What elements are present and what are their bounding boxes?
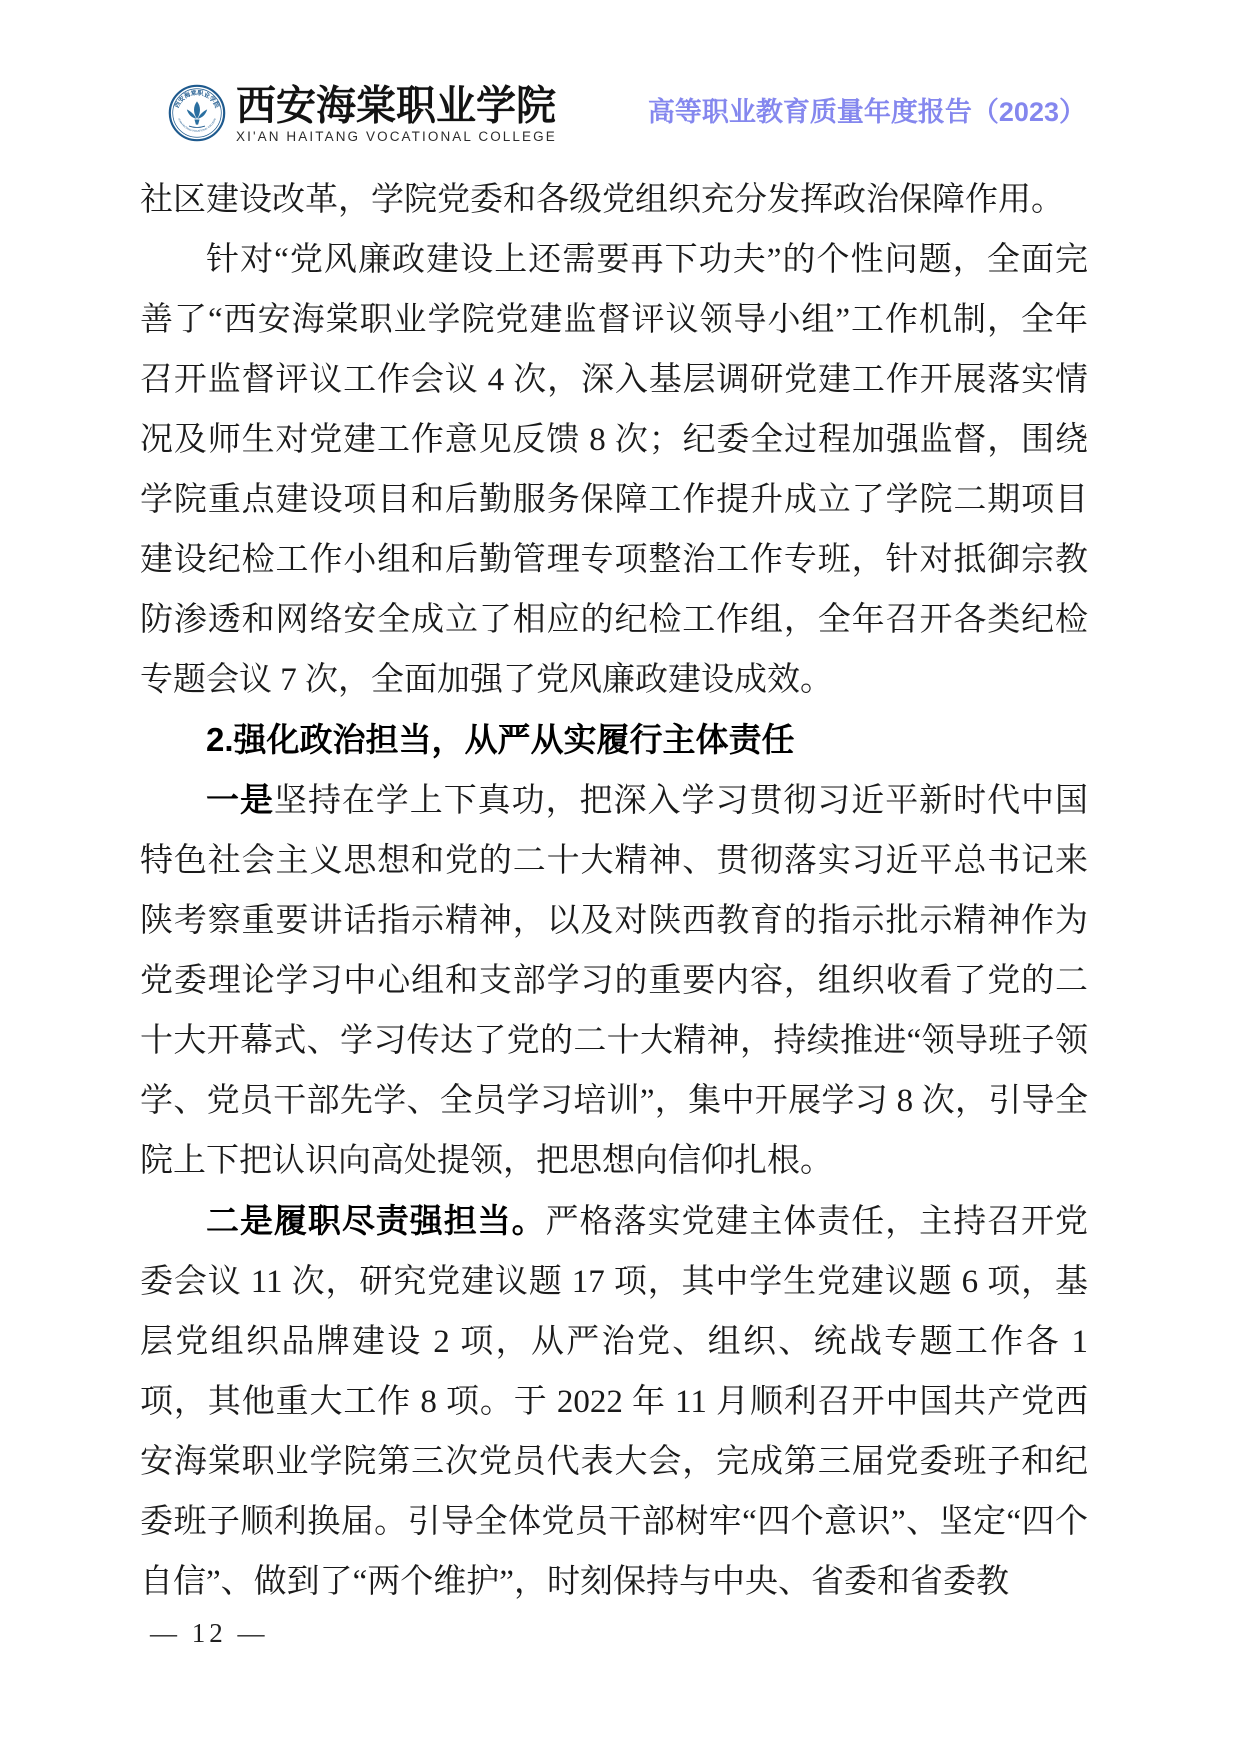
body-text: 针对“党风廉政建设上还需要再下功夫”的个性问题，全面完善了“西安海棠职业学院党建监督评议领导小组”工作机制，全年召开监督评议工作会议 4 次，深入基层调研党建工作开展落实情况及师生对党建工作意见反馈 8 次；纪委全过程加强监督，围绕学院重点建设项目和后勤服务保障工作提升成立了学院二期项目建设纪检工作小组和后勤管理专项整治工作专班，针对抵御宗教防渗透和网络安全成立了相应的纪检工作组，全年召开各类纪检专题会议 7 次，全面加强了党风廉政建设成效。 — [140, 242, 1088, 698]
emphasis-text: 2.强化政治担当，从严从实履行主体责任 — [206, 721, 795, 758]
paragraph — [140, 170, 1088, 230]
svg-text:XI'AN HAITANG VOCATIONAL COLLE: XI'AN HAITANG VOCATIONAL COLLEGE — [177, 117, 217, 133]
paragraph — [140, 1191, 1088, 1612]
body-text: 坚持在学上下真功，把深入学习贯彻习近平新时代中国特色社会主义思想和党的二十大精神、贯彻落实习近平总书记来陕考察重要讲话指示精神，以及对陕西教育的指示批示精神作为党委理论学习中心组和支部学习的重要内容，组织收看了党的二十大开幕式、学习传达了党的二十大精神，持续推进“领导班子领学、党员干部先学、全员学习培训”，集中开展学习 8 次，引导全院上下把认识向高处提领，把思想向信仰扎根。 — [140, 783, 1089, 1179]
emphasis-text: 一是 — [206, 781, 274, 818]
emphasis-text: 二是履职尽责强担当。 — [206, 1202, 546, 1239]
body-text: 社区建设改革，学院党委和各级党组织充分发挥政治保障作用。 — [140, 182, 1064, 218]
college-name-zh: 西安海棠职业学院 — [236, 82, 556, 129]
college-seal-icon — [168, 84, 226, 142]
college-name-block — [236, 84, 566, 144]
body-text: 严格落实党建主体责任，主持召开党委会议 11 次，研究党建议题 17 项，其中学生党建议题 6 项，基层党组织品牌建设 2 项，从严治党、组织、统战专题工作各 1 项，其他重大工作 8 项。于 2022 年 11 月顺利召开中国共产党西安海棠职业学院第三次党员代表大会，完成第三届党委班子和纪委班子顺利换届。引导全体党员干部树牢“四个意识”、坚定“四个自信”、做到了“两个维护”，时刻保持与中央、省委和省委教 — [140, 1204, 1089, 1600]
report-title: 高等职业教育质量年度报告（2023） — [647, 97, 1086, 127]
page-header — [0, 0, 1240, 160]
paragraph — [140, 230, 1088, 710]
section-heading — [140, 710, 1088, 770]
paragraph — [140, 770, 1088, 1191]
page-footer — [150, 1618, 269, 1649]
page-number: — 12 — — [150, 1618, 269, 1648]
document-body — [140, 170, 1088, 1612]
svg-text:西安海棠职业学院: 西安海棠职业学院 — [174, 90, 220, 110]
college-name-en: XI'AN HAITANG VOCATIONAL COLLEGE — [236, 129, 557, 144]
